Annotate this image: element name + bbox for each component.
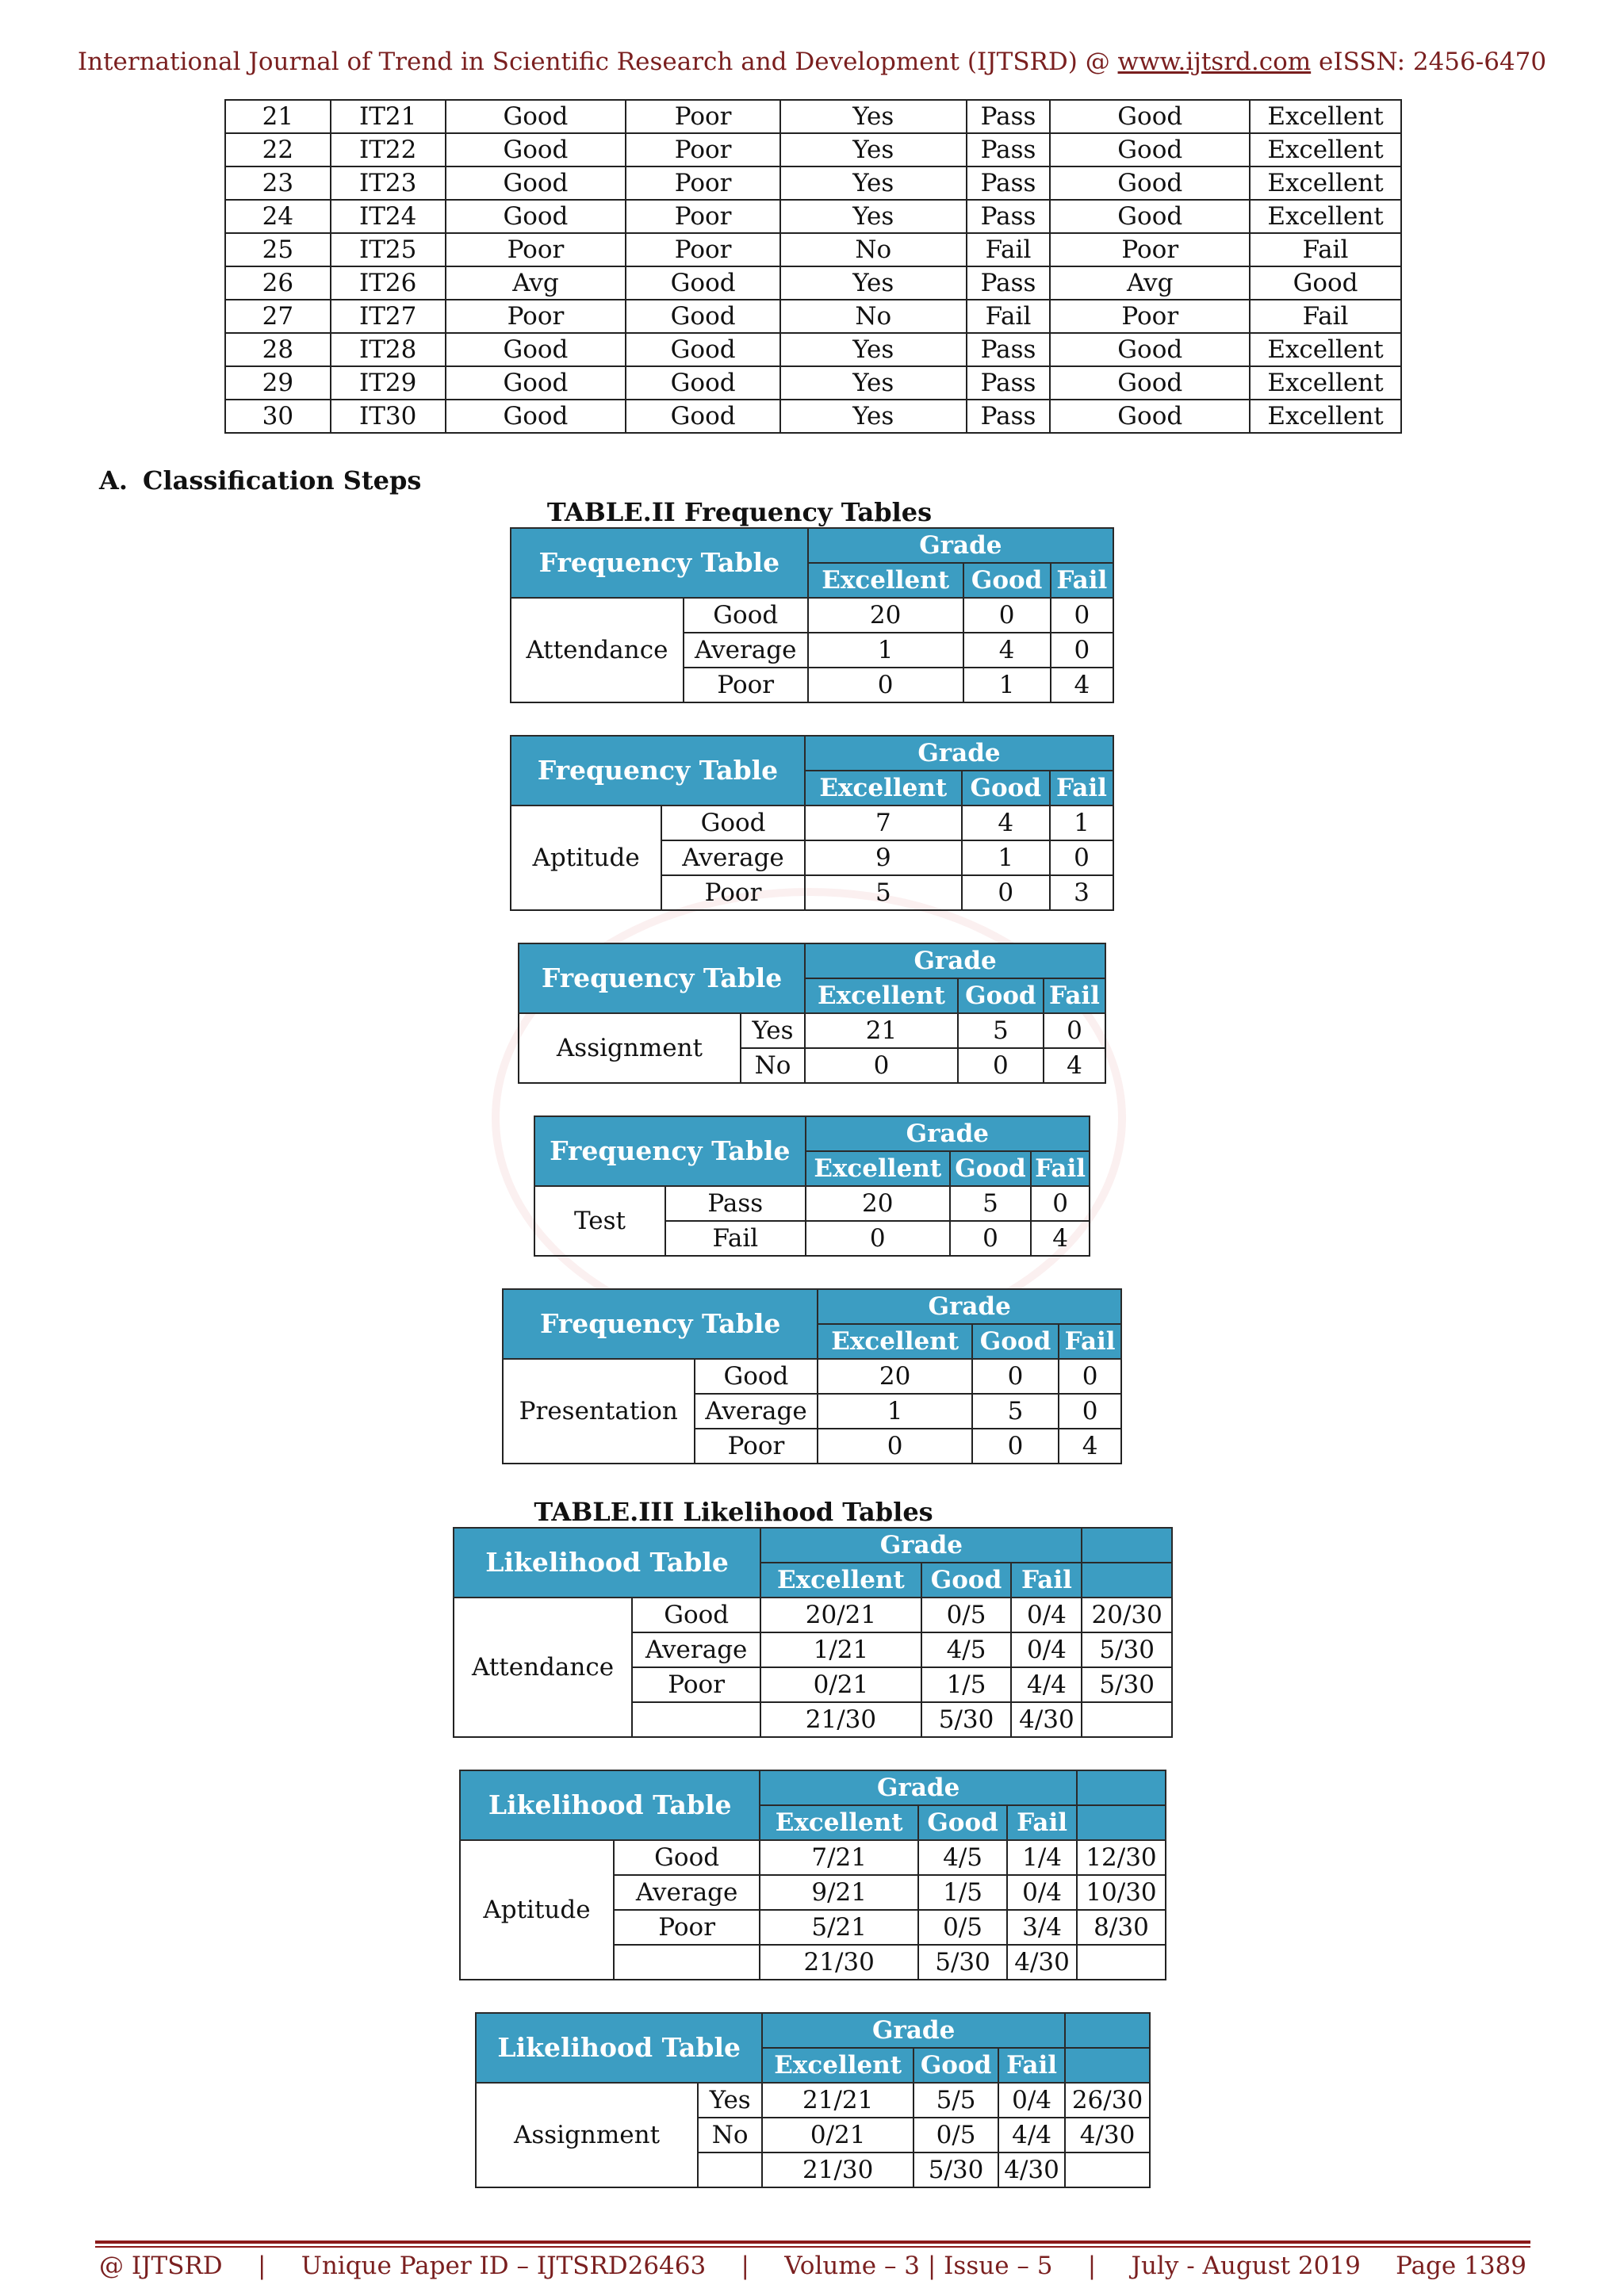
likelihood-table-header: Likelihood Table xyxy=(460,1770,760,1840)
table-cell: IT21 xyxy=(331,100,446,133)
grade-column-header: Good xyxy=(962,771,1050,806)
table-cell: Good xyxy=(446,100,626,133)
table-cell: Poor xyxy=(1050,300,1250,333)
table-cell: Good xyxy=(1050,400,1250,433)
table-cell: IT28 xyxy=(331,333,446,366)
likelihood-cell: 0/5 xyxy=(914,2118,998,2152)
table-cell: Excellent xyxy=(1250,133,1401,166)
footer-date: July - August 2019 xyxy=(1131,2252,1361,2280)
count-cell: 0 xyxy=(1031,1186,1090,1221)
value-label: Average xyxy=(632,1632,760,1667)
table-cell: Good xyxy=(1050,166,1250,200)
likelihood-cell: 0/21 xyxy=(760,1667,921,1702)
table-cell: Excellent xyxy=(1250,166,1401,200)
table-cell: Good xyxy=(1250,266,1401,300)
likelihood-cell: 0/4 xyxy=(1007,1875,1077,1910)
journal-header xyxy=(0,48,1624,76)
count-cell: 5 xyxy=(805,875,962,910)
table-cell: Pass xyxy=(967,400,1051,433)
table-cell: IT26 xyxy=(331,266,446,300)
attribute-label: Assignment xyxy=(476,2083,698,2187)
value-label: Good xyxy=(614,1840,760,1875)
header-prefix: International Journal of Trend in Scientific Research and Development (IJTSRD) @ xyxy=(77,48,1118,76)
likelihood-cell: 1/5 xyxy=(918,1875,1007,1910)
count-cell: 0 xyxy=(950,1221,1031,1256)
table-cell: Yes xyxy=(780,333,967,366)
value-label: Poor xyxy=(632,1667,760,1702)
likelihood-cell: 0/4 xyxy=(998,2083,1065,2118)
grade-column-header: Good xyxy=(958,978,1044,1013)
table-row xyxy=(225,333,1401,366)
count-cell: 0 xyxy=(818,1429,972,1464)
grade-column-header: Good xyxy=(914,2048,998,2083)
section-number: A. xyxy=(99,465,128,496)
value-label: Good xyxy=(632,1598,760,1632)
table-cell: Good xyxy=(626,300,780,333)
table-row xyxy=(225,266,1401,300)
blank-header-cell xyxy=(1077,1805,1166,1840)
table-cell: No xyxy=(780,233,967,266)
table-cell: Good xyxy=(626,266,780,300)
section-heading xyxy=(99,465,421,496)
table-cell: Yes xyxy=(780,266,967,300)
table-cell: Pass xyxy=(967,266,1051,300)
table-cell: Poor xyxy=(1050,233,1250,266)
table-cell: 30 xyxy=(225,400,331,433)
footer-separator: | xyxy=(257,2252,266,2280)
table-cell: Fail xyxy=(1250,300,1401,333)
table-row xyxy=(511,806,1113,840)
table-cell: Yes xyxy=(780,100,967,133)
grade-column-header: Fail xyxy=(998,2048,1065,2083)
count-cell: 0 xyxy=(1051,598,1113,633)
table-cell: Yes xyxy=(780,166,967,200)
table-cell: 21 xyxy=(225,100,331,133)
count-cell: 5 xyxy=(972,1394,1059,1429)
table-cell: IT24 xyxy=(331,200,446,233)
grade-header: Grade xyxy=(805,736,1113,771)
blank-header-cell xyxy=(1065,2048,1150,2083)
footer-volume: Volume – 3 | Issue – 5 xyxy=(784,2252,1053,2280)
table-cell: Poor xyxy=(446,300,626,333)
likelihood-cell: 1/4 xyxy=(1007,1840,1077,1875)
table-row xyxy=(503,1359,1121,1394)
table-row xyxy=(225,233,1401,266)
value-label: Pass xyxy=(665,1186,806,1221)
grade-header: Grade xyxy=(806,1116,1090,1151)
count-cell: 0 xyxy=(1044,1013,1105,1048)
table-cell: Poor xyxy=(626,233,780,266)
table-cell: Yes xyxy=(780,366,967,400)
count-cell: 20 xyxy=(818,1359,972,1394)
count-cell: 9 xyxy=(805,840,962,875)
grade-column-header: Excellent xyxy=(818,1324,972,1359)
student-data-table xyxy=(224,99,1402,434)
grade-header: Grade xyxy=(760,1528,1082,1563)
likelihood-table-assignment xyxy=(475,2012,1151,2188)
prior-cell: 5/30 xyxy=(921,1702,1012,1737)
table-cell: 22 xyxy=(225,133,331,166)
count-cell: 21 xyxy=(805,1013,958,1048)
prior-cell: 4/30 xyxy=(998,2152,1065,2187)
table-cell: Yes xyxy=(780,200,967,233)
grade-column-header: Fail xyxy=(1059,1324,1121,1359)
frequency-table-presentation xyxy=(502,1288,1122,1464)
prior-cell: 21/30 xyxy=(762,2152,914,2187)
likelihood-cell: 3/4 xyxy=(1007,1910,1077,1945)
count-cell: 3 xyxy=(1050,875,1113,910)
table-cell: Avg xyxy=(1050,266,1250,300)
count-cell: 4 xyxy=(1031,1221,1090,1256)
prior-cell: 4/30 xyxy=(1007,1945,1077,1980)
count-cell: 0 xyxy=(1051,633,1113,668)
frequency-table-header: Frequency Table xyxy=(511,528,808,598)
table-cell: Excellent xyxy=(1250,400,1401,433)
value-label: Yes xyxy=(741,1013,805,1048)
section-title: Classification Steps xyxy=(143,465,422,496)
grade-header: Grade xyxy=(818,1289,1121,1324)
footer-paper-id: Unique Paper ID – IJTSRD26463 xyxy=(301,2252,707,2280)
attribute-label: Attendance xyxy=(511,598,684,702)
count-cell: 1 xyxy=(962,840,1050,875)
table-cell: Good xyxy=(446,166,626,200)
table-cell: Good xyxy=(446,133,626,166)
likelihood-cell: 0/5 xyxy=(921,1598,1012,1632)
table-cell: Yes xyxy=(780,400,967,433)
prior-cell: 4/30 xyxy=(1011,1702,1082,1737)
likelihood-cell: 5/21 xyxy=(760,1910,918,1945)
count-cell: 0 xyxy=(1059,1359,1121,1394)
grade-column-header: Good xyxy=(921,1563,1012,1598)
table-row xyxy=(476,2083,1150,2118)
grade-header: Grade xyxy=(762,2013,1065,2048)
grade-column-header: Fail xyxy=(1007,1805,1077,1840)
table-cell: Excellent xyxy=(1250,100,1401,133)
table-cell: 24 xyxy=(225,200,331,233)
prior-cell: 21/30 xyxy=(760,1702,921,1737)
likelihood-cell: 4/4 xyxy=(998,2118,1065,2152)
table-cell: Good xyxy=(446,400,626,433)
table-cell: Good xyxy=(626,366,780,400)
frequency-table-header: Frequency Table xyxy=(511,736,805,806)
value-label: Average xyxy=(684,633,808,668)
grade-column-header: Excellent xyxy=(806,1151,950,1186)
blank-cell xyxy=(1077,1945,1166,1980)
table-cell: Good xyxy=(1050,333,1250,366)
table-cell: Fail xyxy=(967,300,1051,333)
count-cell: 4 xyxy=(963,633,1051,668)
footer-rule-thin xyxy=(95,2246,1530,2248)
table-cell: Pass xyxy=(967,100,1051,133)
frequency-table-assignment xyxy=(518,943,1106,1084)
count-cell: 0 xyxy=(962,875,1050,910)
blank-header-cell xyxy=(1065,2013,1150,2048)
grade-column-header: Fail xyxy=(1050,771,1113,806)
likelihood-cell: 0/4 xyxy=(1011,1598,1082,1632)
grade-column-header: Excellent xyxy=(760,1563,921,1598)
count-cell: 5 xyxy=(950,1186,1031,1221)
grade-column-header: Fail xyxy=(1051,563,1113,598)
table-cell: Poor xyxy=(626,100,780,133)
table-cell: 26 xyxy=(225,266,331,300)
table-cell: Avg xyxy=(446,266,626,300)
grade-header: Grade xyxy=(808,528,1113,563)
likelihood-cell: 7/21 xyxy=(760,1840,918,1875)
table-row xyxy=(534,1186,1090,1221)
likelihood-cell: 12/30 xyxy=(1077,1840,1166,1875)
count-cell: 4 xyxy=(1044,1048,1105,1083)
table-row xyxy=(454,1598,1172,1632)
count-cell: 0 xyxy=(1050,840,1113,875)
likelihood-cell: 4/4 xyxy=(1011,1667,1082,1702)
table-cell: 28 xyxy=(225,333,331,366)
count-cell: 0 xyxy=(972,1429,1059,1464)
grade-column-header: Excellent xyxy=(760,1805,918,1840)
frequency-table-aptitude xyxy=(510,735,1114,911)
table-row xyxy=(225,200,1401,233)
value-label: Poor xyxy=(614,1910,760,1945)
table-row xyxy=(225,100,1401,133)
value-label: No xyxy=(698,2118,762,2152)
blank-cell xyxy=(1065,2152,1150,2187)
frequency-table-header: Frequency Table xyxy=(503,1289,818,1359)
count-cell: 20 xyxy=(808,598,963,633)
table-row xyxy=(225,300,1401,333)
table-cell: Poor xyxy=(626,133,780,166)
table-cell: Pass xyxy=(967,200,1051,233)
table-cell: 29 xyxy=(225,366,331,400)
frequency-table-attendance xyxy=(510,527,1114,703)
likelihood-cell: 5/5 xyxy=(914,2083,998,2118)
count-cell: 5 xyxy=(958,1013,1044,1048)
table-cell: Poor xyxy=(626,200,780,233)
likelihood-cell: 5/30 xyxy=(1082,1667,1172,1702)
grade-column-header: Fail xyxy=(1031,1151,1090,1186)
table-cell: IT30 xyxy=(331,400,446,433)
attribute-label: Attendance xyxy=(454,1598,632,1737)
likelihood-cell: 8/30 xyxy=(1077,1910,1166,1945)
table-cell: Pass xyxy=(967,166,1051,200)
count-cell: 1 xyxy=(808,633,963,668)
value-label: Poor xyxy=(661,875,805,910)
likelihood-cell: 4/5 xyxy=(918,1840,1007,1875)
value-label: Poor xyxy=(684,668,808,702)
blank-cell xyxy=(614,1945,760,1980)
likelihood-cell: 10/30 xyxy=(1077,1875,1166,1910)
likelihood-cell: 20/30 xyxy=(1082,1598,1172,1632)
footer-page: Page 1389 xyxy=(1396,2252,1526,2280)
table-cell: Good xyxy=(626,400,780,433)
count-cell: 1 xyxy=(1050,806,1113,840)
value-label: Average xyxy=(695,1394,818,1429)
blank-header-cell xyxy=(1082,1563,1172,1598)
value-label: Poor xyxy=(695,1429,818,1464)
likelihood-cell: 20/21 xyxy=(760,1598,921,1632)
likelihood-table-header: Likelihood Table xyxy=(476,2013,762,2083)
page-footer xyxy=(99,2252,1526,2283)
table-cell: IT29 xyxy=(331,366,446,400)
table-cell: Excellent xyxy=(1250,200,1401,233)
likelihood-cell: 21/21 xyxy=(762,2083,914,2118)
table-cell: Yes xyxy=(780,133,967,166)
prior-cell: 5/30 xyxy=(918,1945,1007,1980)
value-label: Average xyxy=(614,1875,760,1910)
prior-cell: 21/30 xyxy=(760,1945,918,1980)
grade-column-header: Good xyxy=(963,563,1051,598)
attribute-label: Test xyxy=(534,1186,665,1256)
likelihood-table-attendance xyxy=(453,1527,1173,1738)
table2-caption: TABLE.II Frequency Tables xyxy=(546,497,933,527)
attribute-label: Aptitude xyxy=(511,806,661,910)
grade-column-header: Excellent xyxy=(805,978,958,1013)
value-label: No xyxy=(741,1048,805,1083)
likelihood-cell: 1/5 xyxy=(921,1667,1012,1702)
table-cell: 25 xyxy=(225,233,331,266)
footer-separator: | xyxy=(741,2252,749,2280)
count-cell: 0 xyxy=(1059,1394,1121,1429)
table-cell: IT25 xyxy=(331,233,446,266)
count-cell: 0 xyxy=(958,1048,1044,1083)
likelihood-cell: 4/5 xyxy=(921,1632,1012,1667)
value-label: Good xyxy=(695,1359,818,1394)
grade-column-header: Excellent xyxy=(808,563,963,598)
table-cell: Good xyxy=(446,366,626,400)
frequency-table-header: Frequency Table xyxy=(534,1116,806,1186)
table-cell: 27 xyxy=(225,300,331,333)
table-cell: No xyxy=(780,300,967,333)
likelihood-cell: 0/4 xyxy=(1011,1632,1082,1667)
table-row xyxy=(460,1840,1166,1875)
blank-cell xyxy=(1082,1702,1172,1737)
count-cell: 4 xyxy=(962,806,1050,840)
blank-header-cell xyxy=(1082,1528,1172,1563)
likelihood-table-header: Likelihood Table xyxy=(454,1528,760,1598)
table-cell: Good xyxy=(1050,366,1250,400)
count-cell: 0 xyxy=(963,598,1051,633)
count-cell: 0 xyxy=(806,1221,950,1256)
value-label: Yes xyxy=(698,2083,762,2118)
footer-rule xyxy=(95,2241,1530,2244)
likelihood-cell: 0/5 xyxy=(918,1910,1007,1945)
blank-cell xyxy=(698,2152,762,2187)
likelihood-cell: 4/30 xyxy=(1065,2118,1150,2152)
table-cell: Excellent xyxy=(1250,333,1401,366)
value-label: Average xyxy=(661,840,805,875)
grade-column-header: Excellent xyxy=(805,771,962,806)
count-cell: 4 xyxy=(1051,668,1113,702)
table-row xyxy=(225,366,1401,400)
table-cell: Good xyxy=(1050,133,1250,166)
count-cell: 0 xyxy=(808,668,963,702)
count-cell: 4 xyxy=(1059,1429,1121,1464)
count-cell: 0 xyxy=(972,1359,1059,1394)
attribute-label: Aptitude xyxy=(460,1840,614,1980)
grade-column-header: Fail xyxy=(1011,1563,1082,1598)
table-cell: Good xyxy=(446,200,626,233)
table-row xyxy=(511,598,1113,633)
table-row xyxy=(225,133,1401,166)
value-label: Good xyxy=(684,598,808,633)
table-row xyxy=(225,166,1401,200)
footer-separator: | xyxy=(1087,2252,1097,2280)
table-row xyxy=(519,1013,1105,1048)
table-cell: 23 xyxy=(225,166,331,200)
attribute-label: Presentation xyxy=(503,1359,695,1464)
table3-caption: TABLE.III Likelihood Tables xyxy=(534,1497,933,1527)
header-suffix: eISSN: 2456-6470 xyxy=(1311,48,1547,76)
table-row xyxy=(225,400,1401,433)
table-cell: Good xyxy=(446,333,626,366)
value-label: Fail xyxy=(665,1221,806,1256)
grade-column-header: Good xyxy=(972,1324,1059,1359)
prior-cell: 5/30 xyxy=(914,2152,998,2187)
count-cell: 1 xyxy=(963,668,1051,702)
count-cell: 20 xyxy=(806,1186,950,1221)
frequency-table-test xyxy=(534,1115,1090,1257)
likelihood-cell: 26/30 xyxy=(1065,2083,1150,2118)
table-cell: IT27 xyxy=(331,300,446,333)
blank-header-cell xyxy=(1077,1770,1166,1805)
grade-column-header: Excellent xyxy=(762,2048,914,2083)
table-cell: Good xyxy=(1050,100,1250,133)
table-cell: Pass xyxy=(967,133,1051,166)
table-cell: Good xyxy=(1050,200,1250,233)
grade-column-header: Good xyxy=(950,1151,1031,1186)
grade-header: Grade xyxy=(760,1770,1077,1805)
table-cell: Pass xyxy=(967,366,1051,400)
attribute-label: Assignment xyxy=(519,1013,741,1083)
count-cell: 0 xyxy=(805,1048,958,1083)
grade-header: Grade xyxy=(805,943,1105,978)
journal-link[interactable]: www.ijtsrd.com xyxy=(1117,48,1312,76)
likelihood-cell: 9/21 xyxy=(760,1875,918,1910)
likelihood-cell: 5/30 xyxy=(1082,1632,1172,1667)
footer-journal: @ IJTSRD xyxy=(99,2252,223,2280)
table-cell: Fail xyxy=(1250,233,1401,266)
frequency-table-header: Frequency Table xyxy=(519,943,805,1013)
grade-column-header: Good xyxy=(918,1805,1007,1840)
count-cell: 1 xyxy=(818,1394,972,1429)
likelihood-cell: 0/21 xyxy=(762,2118,914,2152)
table-cell: Pass xyxy=(967,333,1051,366)
count-cell: 7 xyxy=(805,806,962,840)
table-cell: Fail xyxy=(967,233,1051,266)
likelihood-table-aptitude xyxy=(459,1770,1166,1980)
table-cell: Excellent xyxy=(1250,366,1401,400)
likelihood-cell: 1/21 xyxy=(760,1632,921,1667)
blank-cell xyxy=(632,1702,760,1737)
value-label: Good xyxy=(661,806,805,840)
table-cell: IT22 xyxy=(331,133,446,166)
grade-column-header: Fail xyxy=(1044,978,1105,1013)
table-cell: IT23 xyxy=(331,166,446,200)
table-cell: Poor xyxy=(626,166,780,200)
table-cell: Good xyxy=(626,333,780,366)
table-cell: Poor xyxy=(446,233,626,266)
